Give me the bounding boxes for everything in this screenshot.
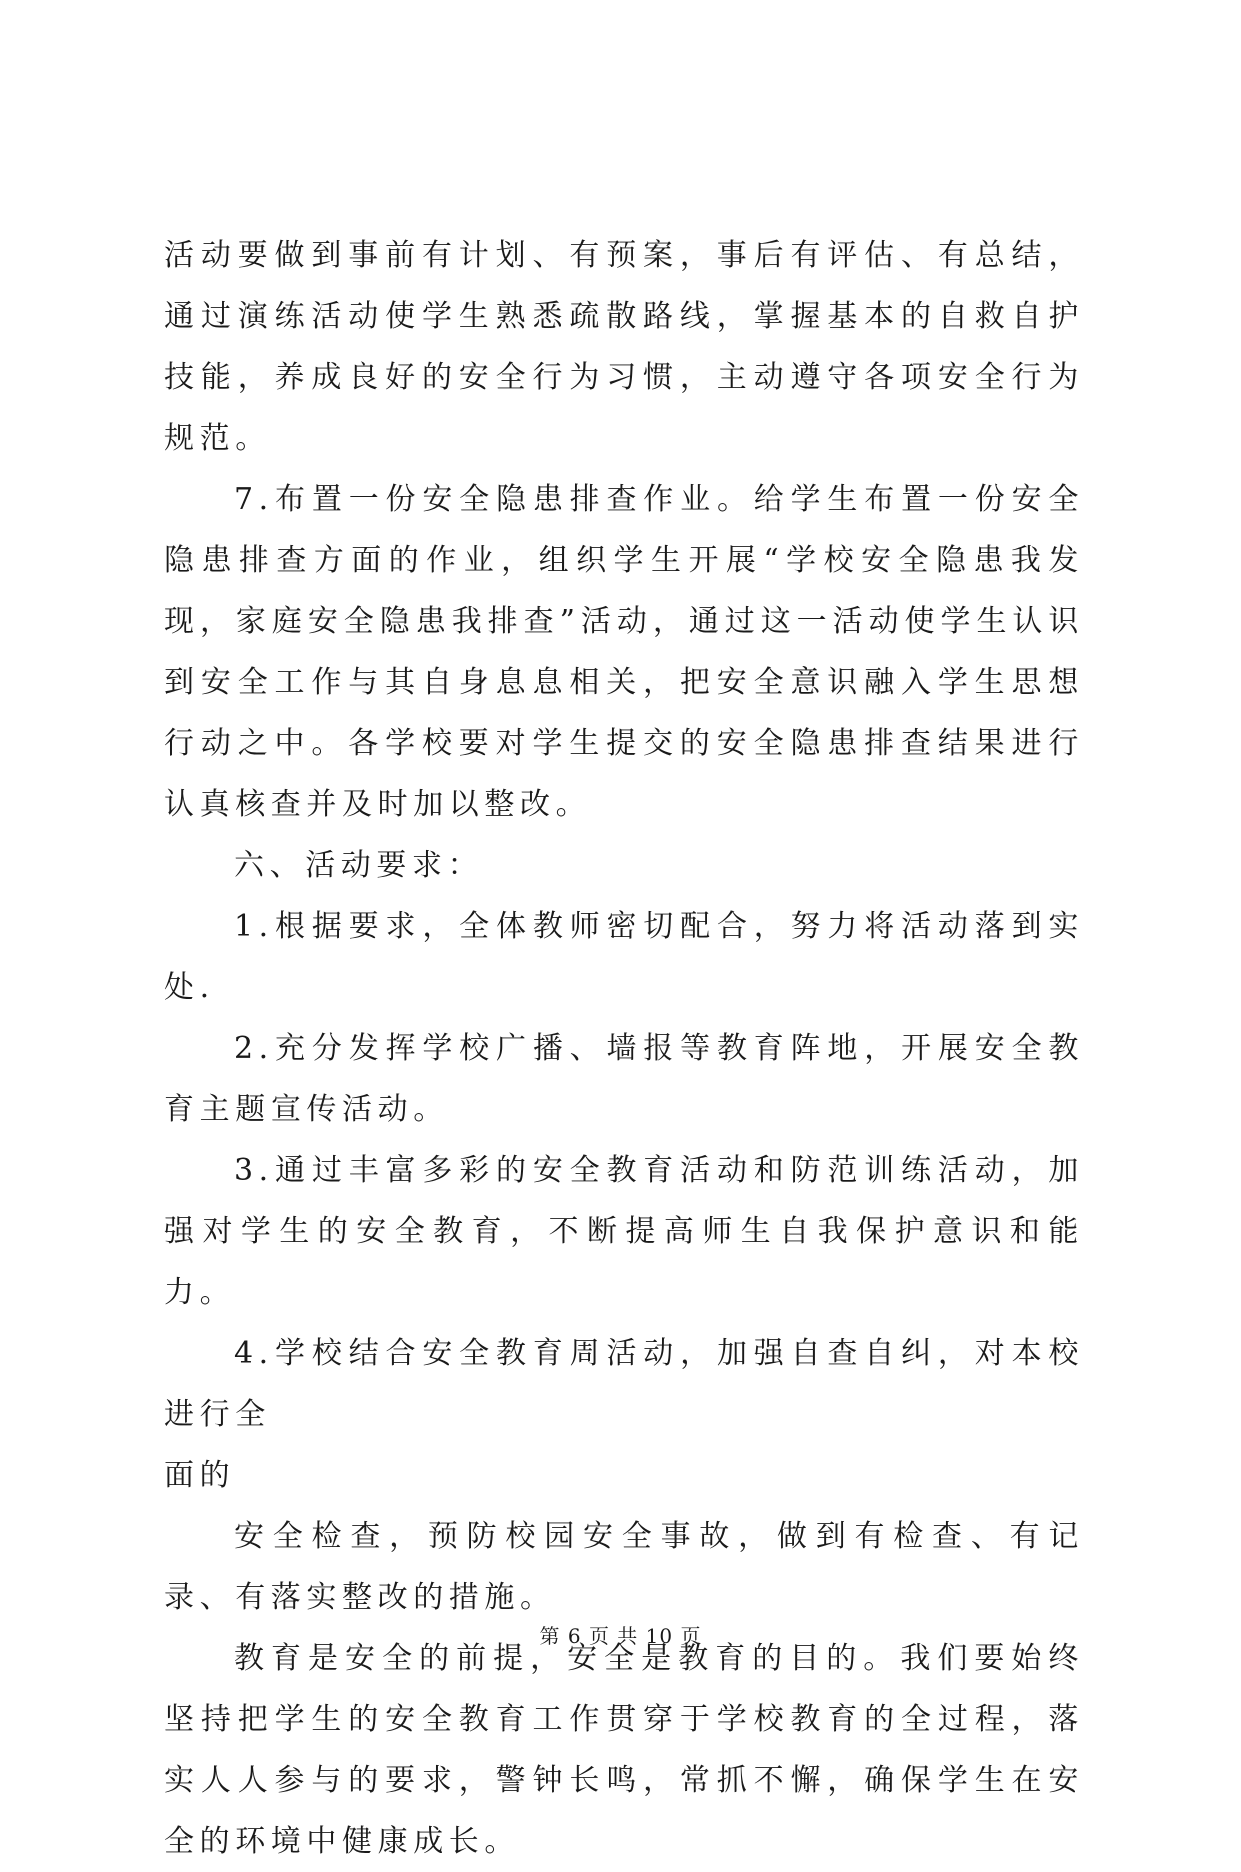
paragraph-requirement-3: 3.通过丰富多彩的安全教育活动和防范训练活动，加强对学生的安全教育，不断提高师生自我保护意识和能力。 [164,1153,1084,1310]
paragraph-requirement-2: 2.充分发挥学校广播、墙报等教育阵地，开展安全教育主题宣传活动。 [164,1031,1084,1127]
paragraph-requirement-4-continued: 安全检查，预防校园安全事故，做到有检查、有记录、有落实整改的措施。 [164,1519,1084,1615]
page-number-footer: 第 6 页 共 10 页 [539,1624,702,1648]
paragraph-conclusion: 教育是安全的前提，安全是教育的目的。我们要始终坚持把学生的安全教育工作贯穿于学校教育的全过程，落实人人参与的要求，警钟长鸣，常抓不懈，确保学生在安全的环境中健康成长。 [164,1641,1084,1859]
paragraph-requirement-1: 1.根据要求，全体教师密切配合，努力将活动落到实处. [164,909,1084,1005]
paragraph-requirement-4: 4.学校结合安全教育周活动，加强自查自纠，对本校进行全 面的 [164,1336,1084,1493]
paragraph-item-7: 7.布置一份安全隐患排查作业。给学生布置一份安全隐患排查方面的作业，组织学生开展“学校安全隐患我发现，家庭安全隐患我排查”活动，通过这一活动使学生认识到安全工作与其自身息息相关，把安全意识融入学生思想行动之中。各学校要对学生提交的安全隐患排查结果进行认真核查并及时加以整改。 [164,482,1084,822]
section-heading-activity-requirements: 六、活动要求： [234,848,484,883]
paragraph-continuation: 活动要做到事前有计划、有预案，事后有评估、有总结，通过演练活动使学生熟悉疏散路线，掌握基本的自救自护技能，养成良好的安全行为习惯，主动遵守各项安全行为规范。 [164,238,1084,456]
